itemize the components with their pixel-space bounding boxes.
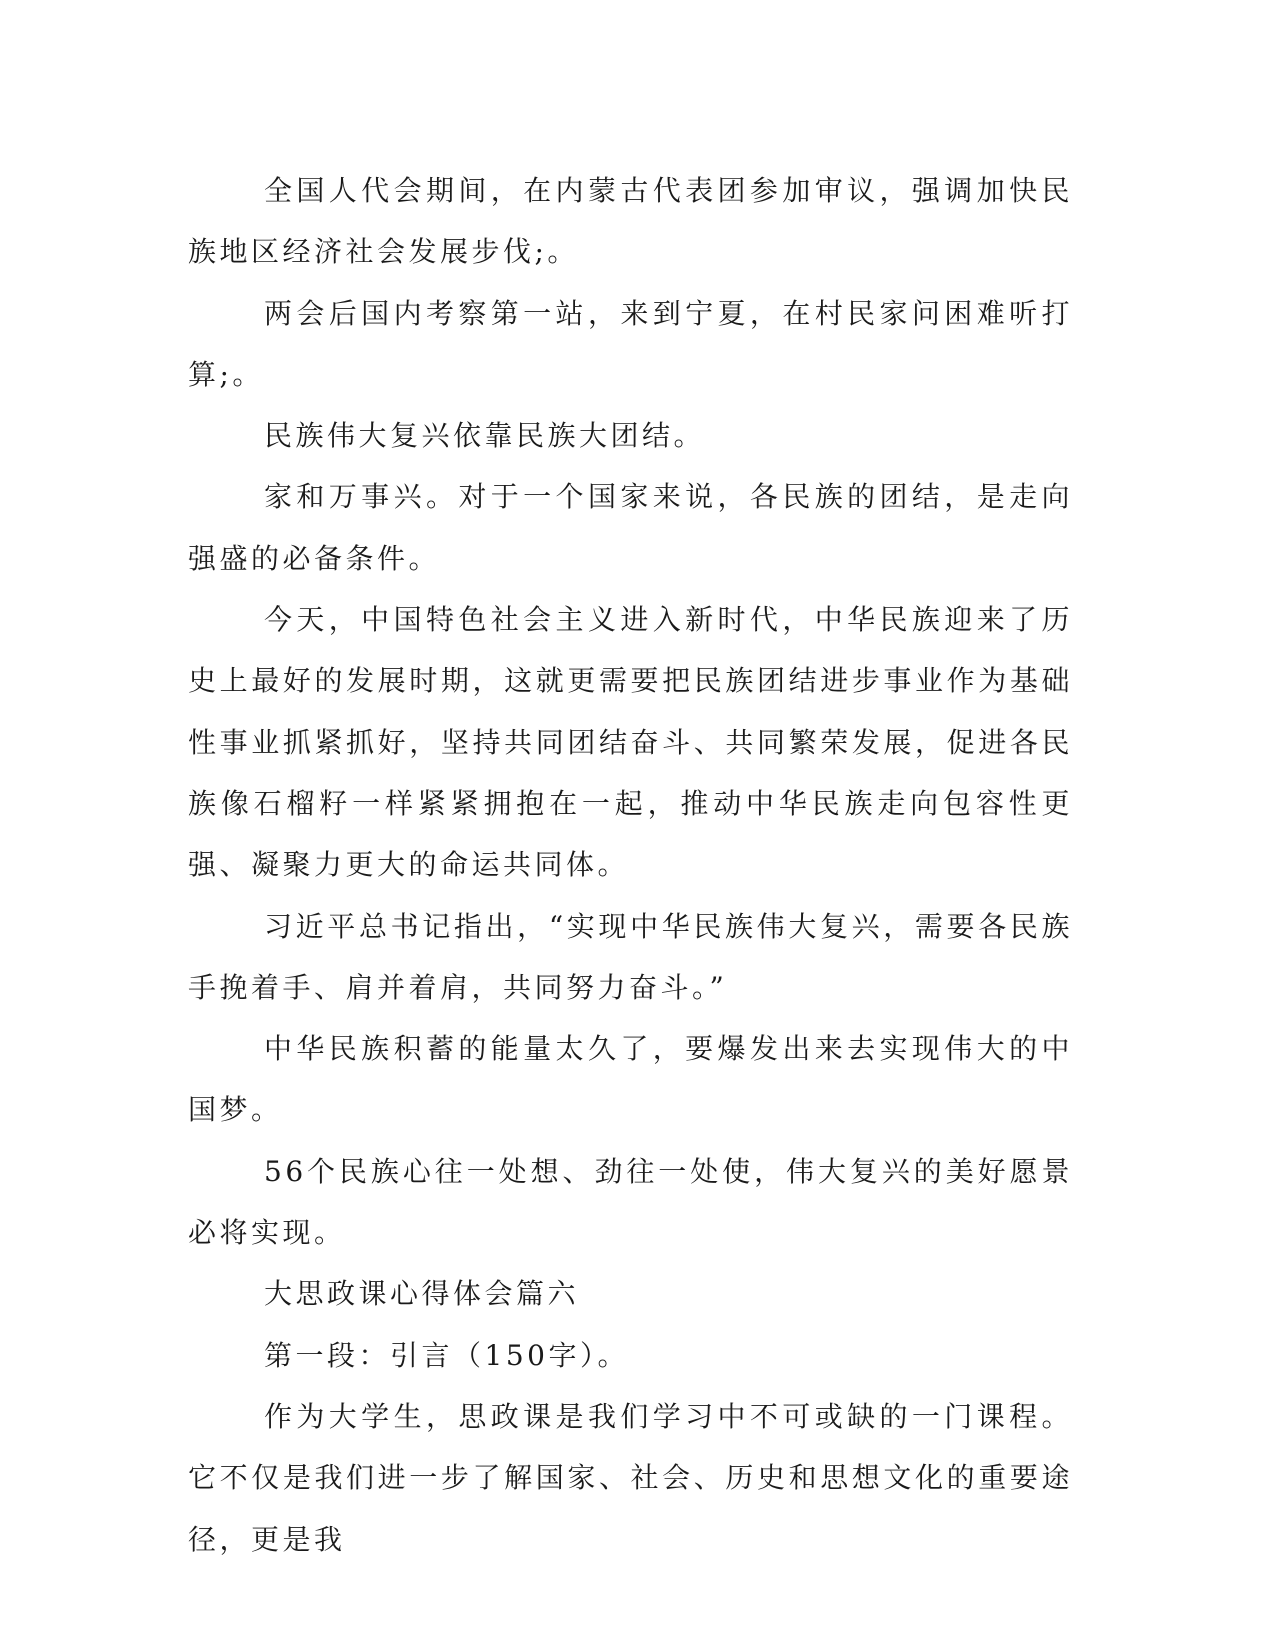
paragraph: 56个民族心往一处想、劲往一处使，伟大复兴的美好愿景必将实现。 [188, 1154, 1073, 1250]
paragraph: 作为大学生，思政课是我们学习中不可或缺的一门课程。它不仅是我们进一步了解国家、社会、历史和思想文化的重要途径，更是我 [188, 1399, 1073, 1556]
paragraph: 今天，中国特色社会主义进入新时代，中华民族迎来了历史上最好的发展时期，这就更需要把民族团结进步事业作为基础性事业抓紧抓好，坚持共同团结奋斗、共同繁荣发展，促进各民族像石榴籽一样紧紧拥抱在一起，推动中华民族走向包容性更强、凝聚力更大的命运共同体。 [188, 603, 1073, 882]
paragraph: 习近平总书记指出，“实现中华民族伟大复兴，需要各民族手挽着手、肩并着肩，共同努力奋斗。” [188, 909, 1073, 1004]
document-body [188, 160, 1073, 1570]
paragraph: 民族伟大复兴依靠民族大团结。 [264, 419, 706, 453]
paragraph: 家和万事兴。对于一个国家来说，各民族的团结，是走向强盛的必备条件。 [188, 480, 1073, 575]
section-heading: 大思政课心得体会篇六 [264, 1277, 580, 1311]
paragraph: 中华民族积蓄的能量太久了，要爆发出来去实现伟大的中国梦。 [188, 1032, 1073, 1127]
subsection-heading: 第一段：引言（150字）。 [264, 1338, 629, 1372]
paragraph: 全国人代会期间，在内蒙古代表团参加审议，强调加快民族地区经济社会发展步伐;。 [188, 174, 1073, 269]
paragraph: 两会后国内考察第一站，来到宁夏，在村民家问困难听打算;。 [188, 296, 1073, 391]
